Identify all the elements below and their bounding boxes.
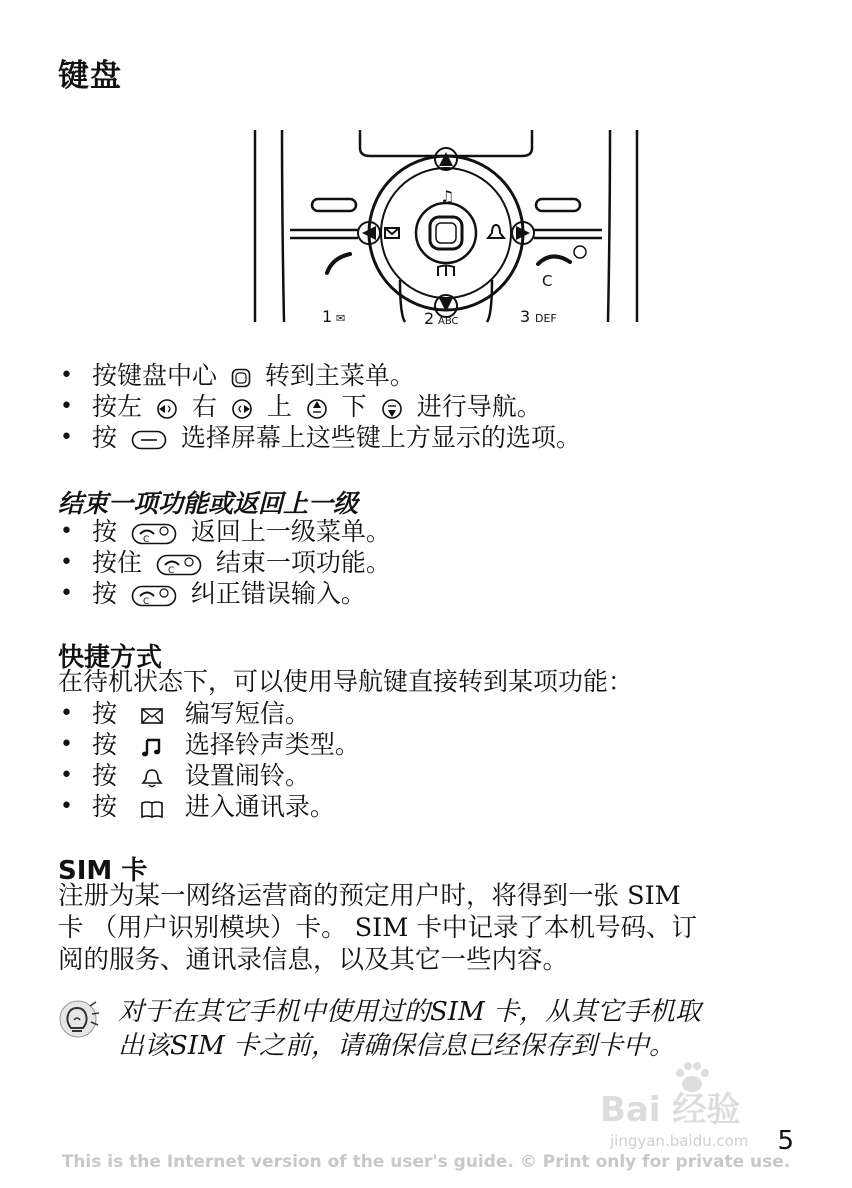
svg-text:C: C <box>142 596 150 607</box>
baidu-watermark: Bai 经验 jingyan.baidu.com <box>580 1060 810 1152</box>
up-key-icon <box>306 398 328 420</box>
svg-text:♫: ♫ <box>440 187 455 206</box>
svg-text:C: C <box>167 565 175 576</box>
svg-text:✉: ✉ <box>336 312 346 325</box>
end-key-icon <box>131 585 177 607</box>
section-heading-shortcuts: 快捷方式 <box>58 643 163 673</box>
page-title: 键盘 <box>58 58 122 94</box>
end-key-icon <box>156 554 202 576</box>
svg-text:ABC: ABC <box>438 316 459 325</box>
section-heading-end: 结束一项功能或返回上一级 <box>58 489 359 518</box>
selection-key-icon <box>131 430 167 450</box>
music-note-icon <box>139 736 165 758</box>
svg-text:3: 3 <box>520 307 531 325</box>
envelope-icon <box>139 706 165 726</box>
page-number: 5 <box>777 1126 794 1156</box>
left-key-icon <box>156 398 178 420</box>
svg-text:1: 1 <box>322 307 333 325</box>
alarm-bell-icon <box>139 767 165 789</box>
tip-note: 对于在其它手机中使用过的SIM 卡，从其它手机取 出该SIM 卡之前，请确保信息已经保存到卡中。 <box>118 997 701 1061</box>
sim-paragraph: 注册为某一网络运营商的预定用户时，将得到一张 SIM 卡 （用户识别模块）卡。 SIM 卡中记录了本机号码、订 阅的服务、通讯录信息，以及其它一些内容。 <box>58 881 697 975</box>
svg-text:2: 2 <box>424 309 435 325</box>
center-key-icon <box>231 368 251 388</box>
svg-text:DEF: DEF <box>535 312 557 325</box>
shortcut-intro: 在待机状态下，可以使用导航键直接转到某项功能： <box>58 667 634 696</box>
right-key-icon <box>231 398 253 420</box>
phonebook-icon <box>139 798 165 820</box>
tip-lightbulb-icon <box>56 998 104 1040</box>
svg-text:C: C <box>142 534 150 545</box>
down-key-icon <box>381 398 403 420</box>
end-key-icon <box>131 523 177 545</box>
keypad-illustration <box>250 130 642 325</box>
footer-notice: This is the Internet version of the user's guide. © Print only for private use. <box>61 1152 791 1172</box>
section-heading-sim: SIM 卡 <box>58 856 148 886</box>
svg-text:C: C <box>542 272 553 290</box>
